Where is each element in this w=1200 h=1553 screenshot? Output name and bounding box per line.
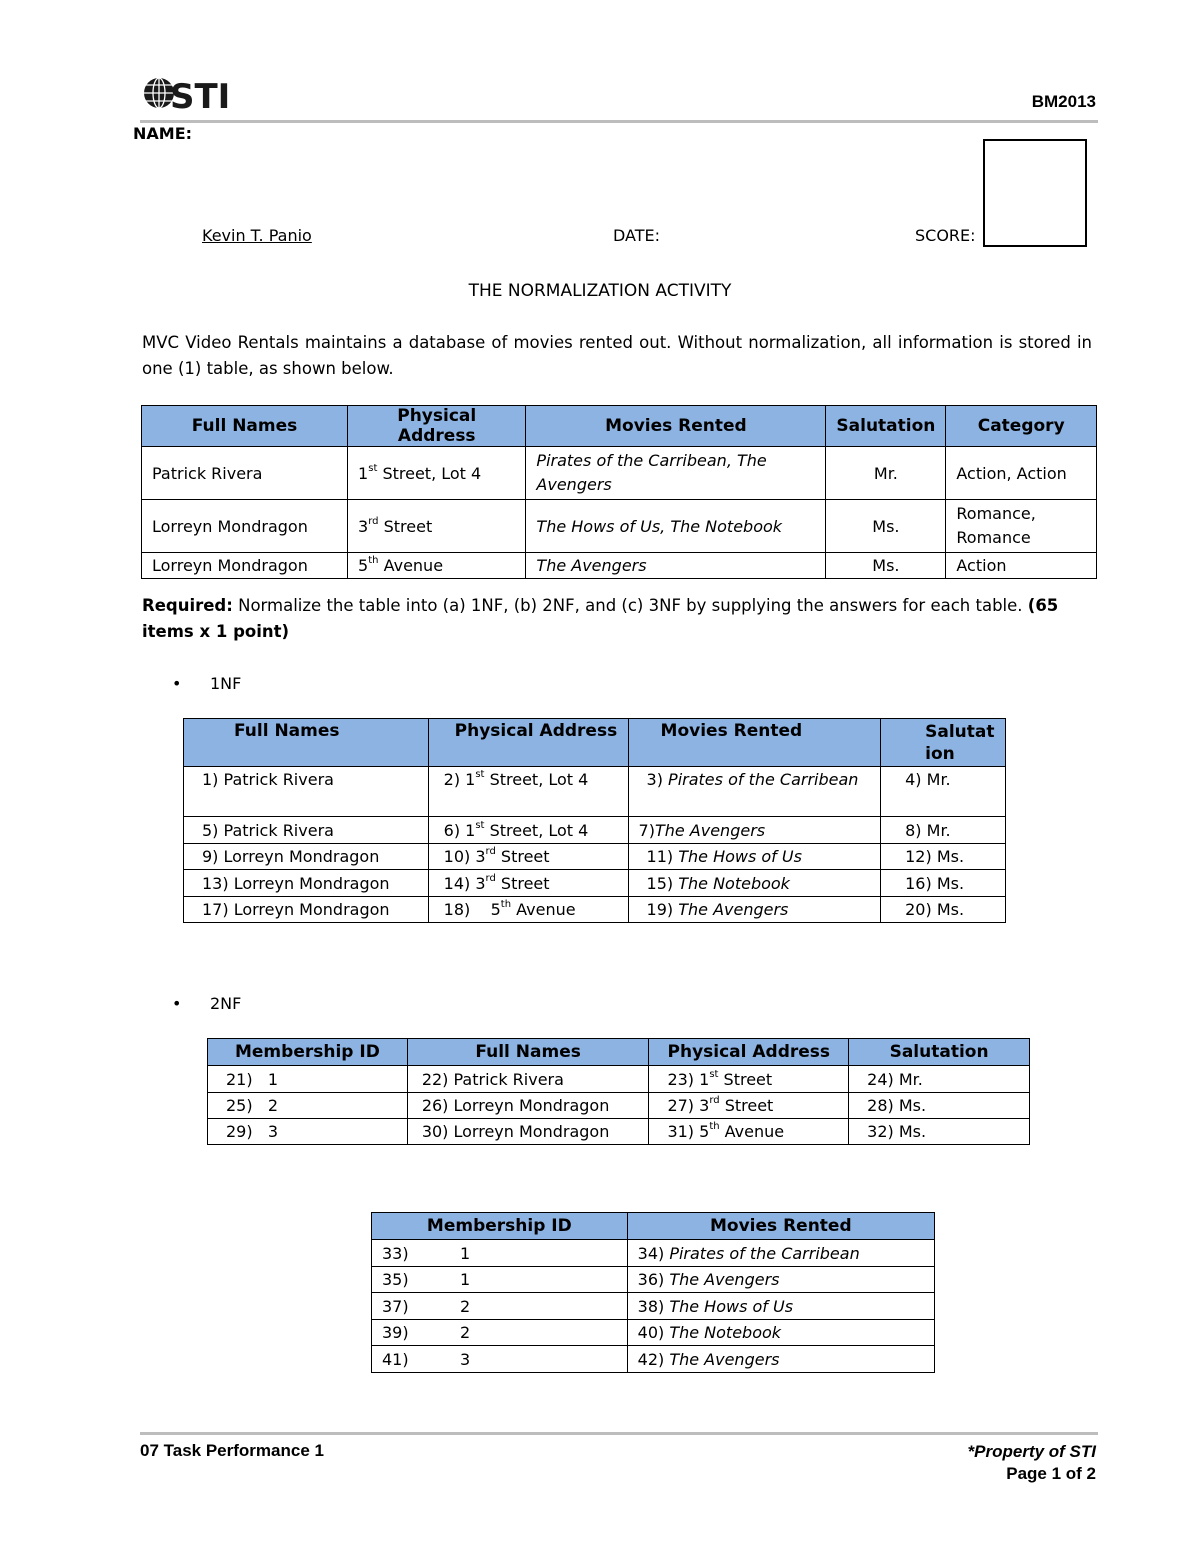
- full-name-cell: 26) Lorreyn Mondragon: [407, 1093, 649, 1119]
- footer-right: [968, 1441, 1096, 1485]
- required-instructions: [142, 593, 1092, 645]
- movie-title: The Avengers: [669, 1349, 780, 1369]
- address-rest: Street, Lot 4: [377, 463, 482, 483]
- address-rest: Avenue: [719, 1122, 785, 1141]
- table-row: [372, 1293, 935, 1320]
- 2nf-members-table: [207, 1038, 1030, 1145]
- item-number: 7): [638, 820, 655, 840]
- activity-title: THE NORMALIZATION ACTIVITY: [468, 281, 732, 301]
- membership-id: 3: [460, 1349, 471, 1369]
- address-cell: [649, 1093, 849, 1119]
- full-name-cell: Lorreyn Mondragon: [142, 553, 348, 579]
- movie-cell: [627, 1346, 934, 1373]
- table-row: [372, 1320, 935, 1346]
- bullet-2nf: [172, 994, 241, 1013]
- membership-id: 1: [460, 1270, 471, 1289]
- address-suffix: st: [475, 819, 485, 831]
- student-name: Kevin T. Panio: [202, 226, 312, 245]
- full-name-cell: 17) Lorreyn Mondragon: [184, 897, 429, 923]
- full-name-cell: 22) Patrick Rivera: [407, 1066, 649, 1093]
- table-row: [372, 1240, 935, 1267]
- item-number: 36): [637, 1270, 670, 1289]
- salutation-cell: 28) Ms.: [849, 1093, 1030, 1119]
- column-header: Salutation: [881, 719, 1006, 767]
- address-number: 2) 1: [443, 770, 476, 789]
- column-header: Movies Rented: [627, 1213, 934, 1240]
- movie-cell: [627, 1240, 934, 1267]
- address-number: 31) 5: [667, 1122, 710, 1141]
- movie-title: The Hows of Us: [678, 847, 802, 866]
- column-header: Full Names: [407, 1039, 649, 1066]
- address-number: 23) 1: [667, 1069, 710, 1089]
- address-number: 3: [358, 516, 369, 536]
- membership-id: 2: [460, 1323, 471, 1342]
- property-note: *Property of STI: [967, 1442, 1096, 1461]
- category-cell: Romance, Romance: [946, 500, 1097, 553]
- table-row: [184, 767, 1006, 817]
- movie-title: Pirates of the Carribean: [669, 1243, 860, 1263]
- salutation-cell: 20) Ms.: [881, 897, 1006, 923]
- footer-divider: [140, 1432, 1098, 1435]
- item-number: 40): [637, 1323, 670, 1342]
- membership-id-cell: [372, 1346, 628, 1373]
- column-header: Movies Rented: [628, 719, 881, 767]
- movie-title: The Notebook: [669, 1323, 782, 1342]
- address-suffix: st: [475, 769, 485, 780]
- address-suffix: th: [368, 555, 379, 566]
- item-number: 37): [382, 1296, 409, 1316]
- table-row: [372, 1267, 935, 1293]
- item-number: 11): [646, 847, 679, 866]
- salutation-cell: 8) Mr.: [881, 817, 1006, 844]
- intro-paragraph: MVC Video Rentals maintains a database of movies rented out. Without normalization, all information is stored in one (1) table, as shown below.: [142, 333, 1092, 378]
- full-name-cell: 5) Patrick Rivera: [184, 817, 429, 844]
- membership-id-cell: [372, 1240, 628, 1267]
- name-label: NAME:: [133, 124, 193, 143]
- address-cell: [428, 870, 628, 897]
- column-header: Movies Rented: [526, 406, 826, 447]
- table-row: [208, 1119, 1030, 1145]
- item-number: 15): [646, 873, 679, 893]
- column-header: Physical Address: [649, 1039, 849, 1066]
- item-number: 34): [637, 1243, 670, 1263]
- membership-id-cell: 25) 2: [208, 1093, 408, 1119]
- table-header-row: [142, 406, 1097, 447]
- movie-cell: [628, 817, 881, 844]
- movie-title: The Notebook: [678, 873, 790, 893]
- table-row: [142, 553, 1097, 579]
- salutation-cell: 12) Ms.: [881, 844, 1006, 870]
- movie-cell: [628, 870, 881, 897]
- salutation-cell: 4) Mr.: [881, 767, 1006, 817]
- address-cell: [348, 447, 526, 500]
- unnormalized-table: [141, 405, 1097, 579]
- membership-id-cell: 29) 3: [208, 1119, 408, 1145]
- address-number: 14) 3: [443, 873, 486, 893]
- address-rest: Street: [719, 1096, 774, 1115]
- full-name-cell: 9) Lorreyn Mondragon: [184, 844, 429, 870]
- movie-title: Pirates of the Carribean: [668, 770, 859, 789]
- column-header: Salutation: [826, 406, 946, 447]
- document-code: BM2013: [1031, 92, 1096, 111]
- movie-cell: [628, 844, 881, 870]
- membership-id-cell: [372, 1293, 628, 1320]
- column-header: Membership ID: [208, 1039, 408, 1066]
- item-number: 38): [637, 1296, 670, 1316]
- movie-cell: [627, 1267, 934, 1293]
- address-rest: Street: [378, 516, 433, 536]
- address-cell: [428, 844, 628, 870]
- column-header: Physical Address: [348, 406, 526, 447]
- table-row: [208, 1093, 1030, 1119]
- logo-text: STI: [170, 77, 231, 112]
- address-cell: [428, 817, 628, 844]
- salutation-cell: Ms.: [826, 500, 946, 553]
- movie-cell: [628, 767, 881, 817]
- header-divider: [140, 120, 1098, 123]
- category-cell: Action: [946, 553, 1097, 579]
- item-number: 41): [382, 1349, 409, 1369]
- address-number: 5: [358, 556, 369, 575]
- full-name-cell: 1) Patrick Rivera: [184, 767, 429, 817]
- full-name-cell: 30) Lorreyn Mondragon: [407, 1119, 649, 1145]
- bullet-icon: •: [172, 994, 182, 1013]
- table-row: [184, 870, 1006, 897]
- table-row: [372, 1346, 935, 1373]
- bullet-1nf: [172, 674, 241, 693]
- item-number: 42): [637, 1349, 670, 1369]
- full-name-cell: 13) Lorreyn Mondragon: [184, 870, 429, 897]
- column-header: Physical Address: [428, 719, 628, 767]
- required-label: Required:: [142, 596, 233, 615]
- movie-cell: [627, 1293, 934, 1320]
- address-number: 1: [358, 463, 369, 483]
- item-number: 33): [382, 1243, 409, 1263]
- category-cell: Action, Action: [946, 447, 1097, 500]
- address-rest: Street: [718, 1069, 773, 1089]
- movie-title: The Avengers: [654, 820, 766, 840]
- globe-icon: [143, 72, 233, 112]
- membership-id: 1: [460, 1243, 471, 1263]
- sti-logo: [143, 72, 233, 112]
- address-cell: [428, 767, 628, 817]
- table-row: [184, 817, 1006, 844]
- salutation-cell: Ms.: [826, 553, 946, 579]
- address-suffix: rd: [485, 846, 496, 857]
- address-rest: Street, Lot 4: [484, 820, 589, 840]
- address-rest: Street: [495, 873, 550, 893]
- score-label: SCORE:: [915, 226, 976, 245]
- footer-task-label: 07 Task Performance 1: [140, 1441, 324, 1460]
- movies-cell: Pirates of the Carribean, The Avengers: [526, 447, 826, 500]
- date-label: DATE:: [613, 226, 661, 245]
- column-header: Membership ID: [372, 1213, 628, 1240]
- address-suffix: th: [709, 1121, 720, 1132]
- address-suffix: th: [500, 899, 512, 910]
- score-box: [983, 139, 1087, 247]
- item-number: 3): [646, 770, 669, 789]
- salutation-cell: Mr.: [826, 447, 946, 500]
- address-number: 6) 1: [443, 820, 476, 840]
- movie-title: The Avengers: [678, 900, 789, 919]
- table-row: [184, 844, 1006, 870]
- salutation-cell: 32) Ms.: [849, 1119, 1030, 1145]
- full-name-cell: Patrick Rivera: [142, 447, 348, 500]
- movie-title: The Avengers: [669, 1270, 780, 1289]
- membership-id: 2: [460, 1296, 471, 1316]
- membership-id-cell: [372, 1267, 628, 1293]
- item-number: 35): [382, 1270, 409, 1289]
- movies-cell: The Avengers: [526, 553, 826, 579]
- full-name-cell: Lorreyn Mondragon: [142, 500, 348, 553]
- movie-title: The Hows of Us: [669, 1296, 794, 1316]
- membership-id-cell: [372, 1320, 628, 1346]
- address-cell: [649, 1066, 849, 1093]
- address-rest: Avenue: [378, 556, 444, 575]
- table-header-row: [372, 1213, 935, 1240]
- table-header-row: [184, 719, 1006, 767]
- page-number: Page 1 of 2: [1006, 1464, 1096, 1483]
- salutation-cell: 16) Ms.: [881, 870, 1006, 897]
- address-suffix: rd: [709, 1095, 720, 1106]
- address-rest: Street: [495, 847, 550, 866]
- salutation-cell: 24) Mr.: [849, 1066, 1030, 1093]
- column-header: Salutation: [849, 1039, 1030, 1066]
- address-number: 10) 3: [443, 847, 486, 866]
- required-text: Normalize the table into (a) 1NF, (b) 2NF, and (c) 3NF by supplying the answers for each table.: [232, 596, 1028, 615]
- column-header: Full Names: [142, 406, 348, 447]
- address-cell: [348, 500, 526, 553]
- address-rest: Street, Lot 4: [484, 770, 589, 789]
- table-header-row: [208, 1039, 1030, 1066]
- address-suffix: rd: [485, 872, 496, 884]
- section-label: 2NF: [210, 994, 242, 1013]
- table-row: [184, 897, 1006, 923]
- column-header: Full Names: [184, 719, 429, 767]
- item-number: 39): [382, 1323, 409, 1342]
- membership-id-cell: 21) 1: [208, 1066, 408, 1093]
- table-row: [142, 447, 1097, 500]
- address-cell: [428, 897, 628, 923]
- table-row: [208, 1066, 1030, 1093]
- item-number: 19): [646, 900, 679, 919]
- address-number: 27) 3: [667, 1096, 710, 1115]
- address-suffix: st: [368, 462, 378, 474]
- table-row: [142, 500, 1097, 553]
- points-note: (65 items x 1 point): [142, 596, 1059, 641]
- column-header: Category: [946, 406, 1097, 447]
- address-suffix: rd: [368, 515, 379, 527]
- section-label: 1NF: [210, 674, 242, 693]
- movies-cell: The Hows of Us, The Notebook: [526, 500, 826, 553]
- movie-cell: [627, 1320, 934, 1346]
- address-suffix: st: [709, 1068, 719, 1080]
- address-cell: [649, 1119, 849, 1145]
- bullet-icon: •: [172, 674, 182, 693]
- address-cell: [348, 553, 526, 579]
- 2nf-rentals-table: [371, 1212, 935, 1373]
- movie-cell: [628, 897, 881, 923]
- address-rest: Avenue: [511, 900, 576, 919]
- 1nf-table: [183, 718, 1006, 923]
- address-number: 18) 5: [443, 900, 501, 919]
